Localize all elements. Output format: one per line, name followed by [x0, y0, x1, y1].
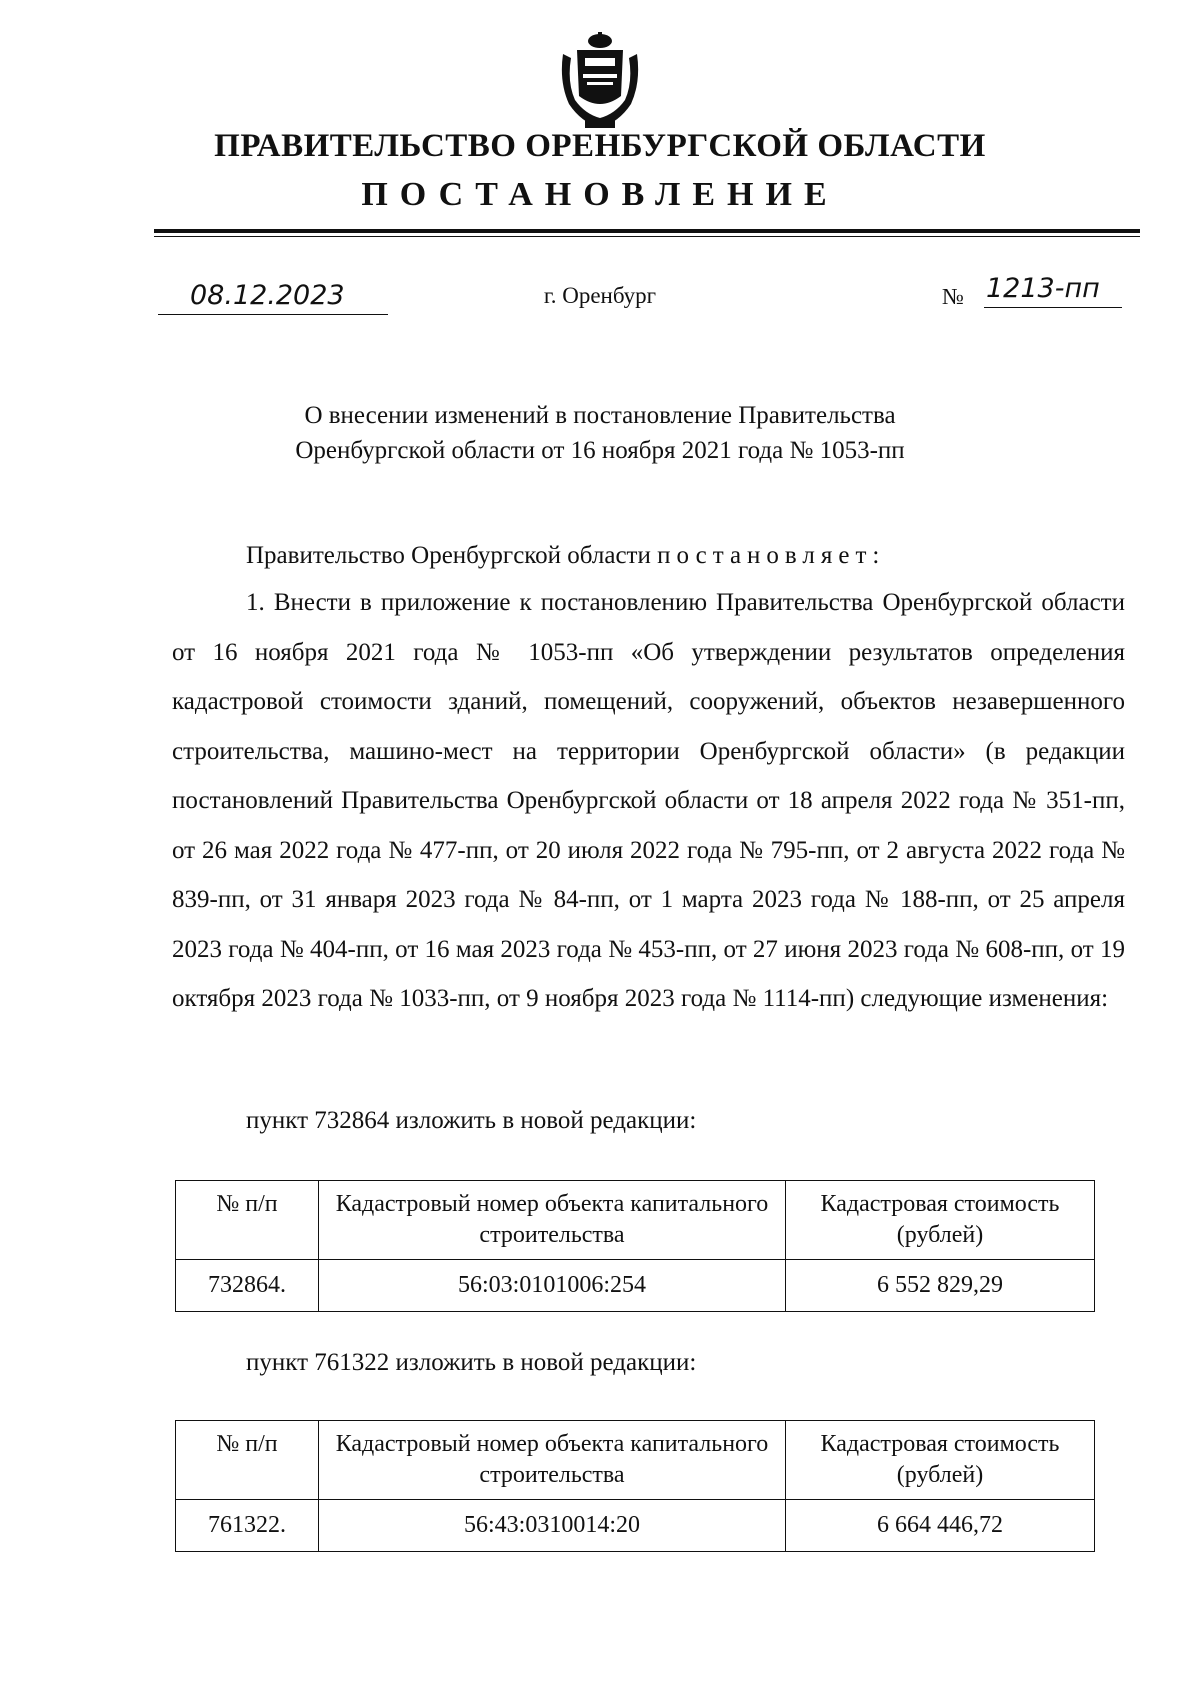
- cell-cadastral-value: 6 552 829,29: [786, 1260, 1095, 1312]
- table-2-caption: пункт 761322 изложить в новой редакции:: [246, 1349, 697, 1376]
- decree-number: [942, 274, 1122, 314]
- cell-item-number: 732864.: [176, 1260, 319, 1312]
- subject-line-1: О внесении изменений в постановление Правительства: [304, 402, 896, 429]
- intro-paragraph: [246, 531, 1126, 581]
- cell-item-number: 761322.: [176, 1500, 319, 1552]
- number-field: [984, 273, 1122, 308]
- intro-verb: постановляет:: [657, 542, 886, 569]
- header-cell-cadastral-value: Кадастровая стоимость (рублей): [786, 1181, 1095, 1260]
- item-1-paragraph: 1. Внести в приложение к постановлению Правительства Оренбургской области от 16 ноября 2021 года № 1053-пп «Об утверждении результатов определения кадастровой стоимости зданий, помещений, сооружений, объектов незавершенного строительства, машино-мест на территории Оренбургской области» (в редакции постановлений Правительства Оренбургской области от 18 апреля 2022 года № 351-пп, от 26 мая 2022 года № 477-пп, от 20 июля 2022 года № 795-пп, от 2 августа 2022 года № 839-пп, от 31 января 2023 года № 84-пп, от 1 марта 2023 года № 188-пп, от 25 апреля 2023 года № 404-пп, от 16 мая 2023 года № 453-пп, от 27 июня 2023 года № 608-пп, от 19 октября 2023 года № 1033-пп, от 9 ноября 2023 года № 1114-пп) следующие изменения:: [172, 589, 1125, 1012]
- coat-of-arms-icon: [555, 32, 645, 132]
- decree-subject: [0, 398, 1200, 468]
- header-cell-cadastral-value: Кадастровая стоимость (рублей): [786, 1421, 1095, 1500]
- header-rule-thick: [154, 229, 1140, 233]
- header-cell-number: № п/п: [176, 1181, 319, 1260]
- cadastral-table-2: [175, 1420, 1095, 1552]
- table-header-row: [176, 1181, 1095, 1260]
- city: г. Оренбург: [543, 283, 657, 308]
- document-type: ПОСТАНОВЛЕНИЕ: [361, 176, 839, 213]
- cell-cadastral-number: 56:03:0101006:254: [319, 1260, 786, 1312]
- date-handwritten: 08.12.2023: [190, 280, 345, 311]
- cadastral-table-1: [175, 1180, 1095, 1312]
- table-row: [176, 1260, 1095, 1312]
- cell-cadastral-number: 56:43:0310014:20: [319, 1500, 786, 1552]
- header-cell-cadastral-number: Кадастровый номер объекта капитального строительства: [319, 1181, 786, 1260]
- table-1-caption: пункт 732864 изложить в новой редакции:: [246, 1107, 697, 1134]
- header-cell-cadastral-number: Кадастровый номер объекта капитального строительства: [319, 1421, 786, 1500]
- intro-prefix: Правительство Оренбургской области: [246, 542, 651, 569]
- header-rule-thin: [154, 236, 1140, 237]
- header-cell-number: № п/п: [176, 1421, 319, 1500]
- number-label: №: [942, 284, 964, 309]
- table-row: [176, 1500, 1095, 1552]
- table-header-row: [176, 1421, 1095, 1500]
- number-handwritten: 1213-пп: [986, 273, 1100, 304]
- cell-cadastral-value: 6 664 446,72: [786, 1500, 1095, 1552]
- subject-line-2: Оренбургской области от 16 ноября 2021 года № 1053-пп: [295, 437, 905, 464]
- government-title: ПРАВИТЕЛЬСТВО ОРЕНБУРГСКОЙ ОБЛАСТИ: [214, 128, 986, 164]
